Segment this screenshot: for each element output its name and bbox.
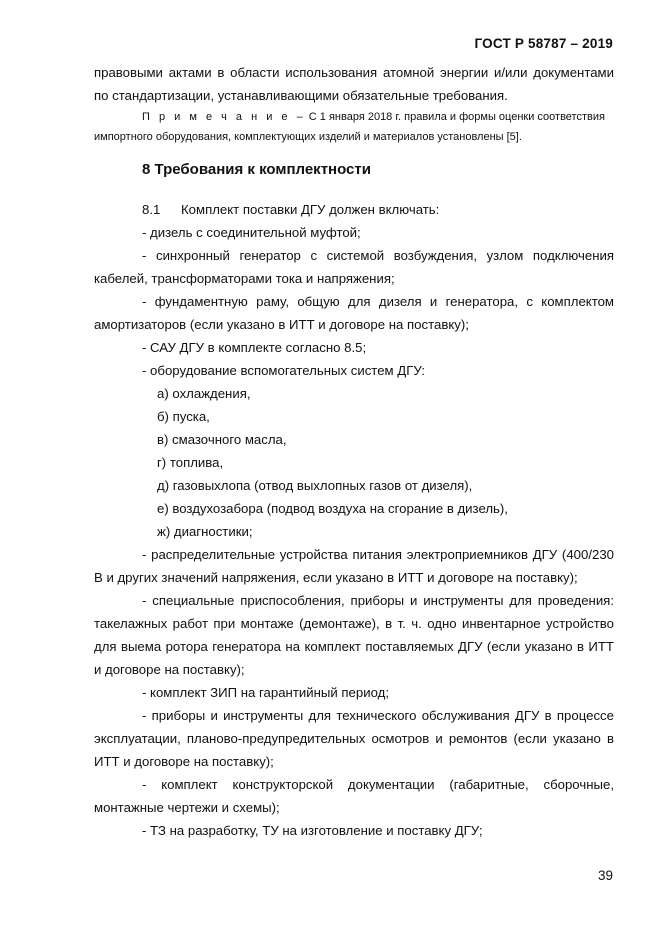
list-item-tools-line-3: ИТТ и договоре на поставку); [94,754,274,769]
list-item-kd-line-1: - комплект конструкторской документации (габаритные, сборочные, [142,777,614,792]
list-item-frame-line-1: - фундаментную раму, общую для дизеля и генератора, с комплектом [142,294,614,309]
list-item-distribution-line-1: - распределительные устройства питания электроприемников ДГУ (400/230 [142,547,614,562]
list-item-special-line-1: - специальные приспособления, приборы и инструменты для проведения: [142,593,614,608]
note-line-2: импортного оборудования, комплектующих изделий и материалов установлены [5]. [94,131,522,143]
list-item-aux-systems: - оборудование вспомогательных систем ДГУ: [142,363,426,378]
list-item-distribution-line-2: В и других значений напряжения, если указано в ИТТ и договоре на поставку); [94,570,578,585]
note-label: П р и м е ч а н и е – [142,111,306,123]
sublist-item-d: д) газовыхлопа (отвод выхлопных газов от дизеля), [157,478,473,493]
sublist-item-v: в) смазочного масла, [157,432,287,447]
sublist-item-e: е) воздухозабора (подвод воздуха на сгорание в дизель), [157,501,508,516]
list-item-generator-line-1: - синхронный генератор с системой возбуждения, узлом подключения [142,248,614,263]
sublist-item-g: г) топлива, [157,455,224,470]
list-item-tools-line-1: - приборы и инструменты для технического обслуживания ДГУ в процессе [142,708,614,723]
list-item-tools-line-2: эксплуатации, планово-предупредительных осмотров и ремонтов (если указано в [94,731,614,746]
list-item-tz: - ТЗ на разработку, ТУ на изготовление и поставку ДГУ; [142,823,483,838]
list-item-frame-line-2: амортизаторов (если указано в ИТТ и договоре на поставку); [94,317,469,332]
intro-line-2: по стандартизации, устанавливающими обязательные требования. [94,88,508,103]
list-item-special-line-4: и договоре на поставку); [94,662,245,677]
clause-text: Комплект поставки ДГУ должен включать: [181,202,440,217]
sublist-item-zh: ж) диагностики; [157,524,253,539]
note-line-1 [142,111,605,123]
intro-line-1: правовыми актами в области использования атомной энергии и/или документами [94,65,614,80]
document-code-header: ГОСТ Р 58787 – 2019 [474,36,613,51]
clause-number: 8.1 [142,202,161,217]
list-item-kd-line-2: монтажные чертежи и схемы); [94,800,280,815]
list-item-zip: - комплект ЗИП на гарантийный период; [142,685,389,700]
list-item-special-line-2: такелажных работ при монтаже (демонтаже), в т. ч. одно инвентарное устройство [94,616,614,631]
list-item-sau: - САУ ДГУ в комплекте согласно 8.5; [142,340,367,355]
page-number: 39 [597,868,613,883]
list-item-generator-line-2: кабелей, трансформаторами тока и напряжения; [94,271,395,286]
sublist-item-a: а) охлаждения, [157,386,251,401]
sublist-item-b: б) пуска, [157,409,210,424]
list-item-diesel: - дизель с соединительной муфтой; [142,225,361,240]
note-text: С 1 января 2018 г. правила и формы оценки соответствия [308,111,605,123]
list-item-special-line-3: для выема ротора генератора на комплект поставляемых ДГУ (если указано в ИТТ [94,639,614,654]
section-heading: 8 Требования к комплектности [142,161,371,178]
